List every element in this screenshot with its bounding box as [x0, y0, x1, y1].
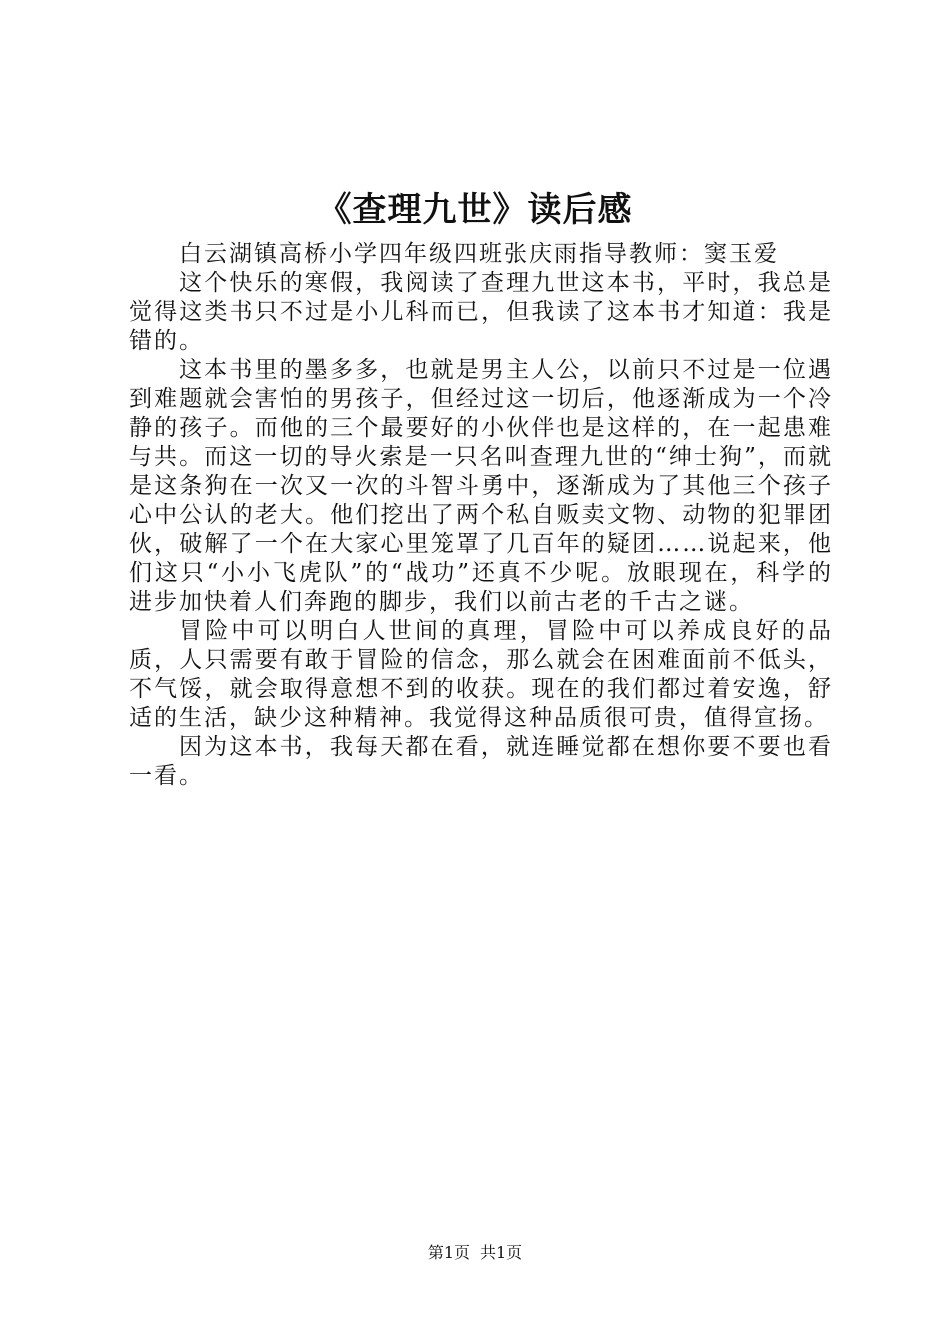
paragraph-1: 这个快乐的寒假，我阅读了查理九世这本书，平时，我总是觉得这类书只不过是小儿科而已，但我读了这本书才知道：我是错的。 — [129, 270, 833, 354]
document-title: 《查理九世》读后感 — [317, 190, 633, 230]
paragraph-3: 冒险中可以明白人世间的真理，冒险中可以养成良好的品质，人只需要有敢于冒险的信念，那么就会在困难面前不低头，不气馁，就会取得意想不到的收获。现在的我们都过着安逸，舒适的生活，缺少这种精神。我觉得这种品质很可贵，值得宣扬。 — [129, 618, 833, 731]
document-body — [129, 240, 833, 791]
page-total: 共1页 — [480, 1243, 523, 1262]
page-footer — [0, 1242, 950, 1264]
byline: 白云湖镇高桥小学四年级四班张庆雨指导教师：窦玉爱 — [179, 241, 779, 267]
paragraph-4: 因为这本书，我每天都在看，就连睡觉都在想你要不要也看一看。 — [129, 734, 833, 789]
page-number: 第1页 — [427, 1243, 470, 1262]
paragraph-2: 这本书里的墨多多，也就是男主人公，以前只不过是一位遇到难题就会害怕的男孩子，但经过这一切后，他逐渐成为一个冷静的孩子。而他的三个最要好的小伙伴也是这样的，在一起患难与共。而这一切的导火索是一只名叫查理九世的“绅士狗”，而就是这条狗在一次又一次的斗智斗勇中，逐渐成为了其他三个孩子心中公认的老大。他们挖出了两个私自贩卖文物、动物的犯罪团伙，破解了一个在大家心里笼罩了几百年的疑团……说起来，他们这只“小小飞虎队”的“战功”还真不少呢。放眼现在，科学的进步加快着人们奔跑的脚步，我们以前古老的千古之谜。 — [129, 357, 833, 615]
